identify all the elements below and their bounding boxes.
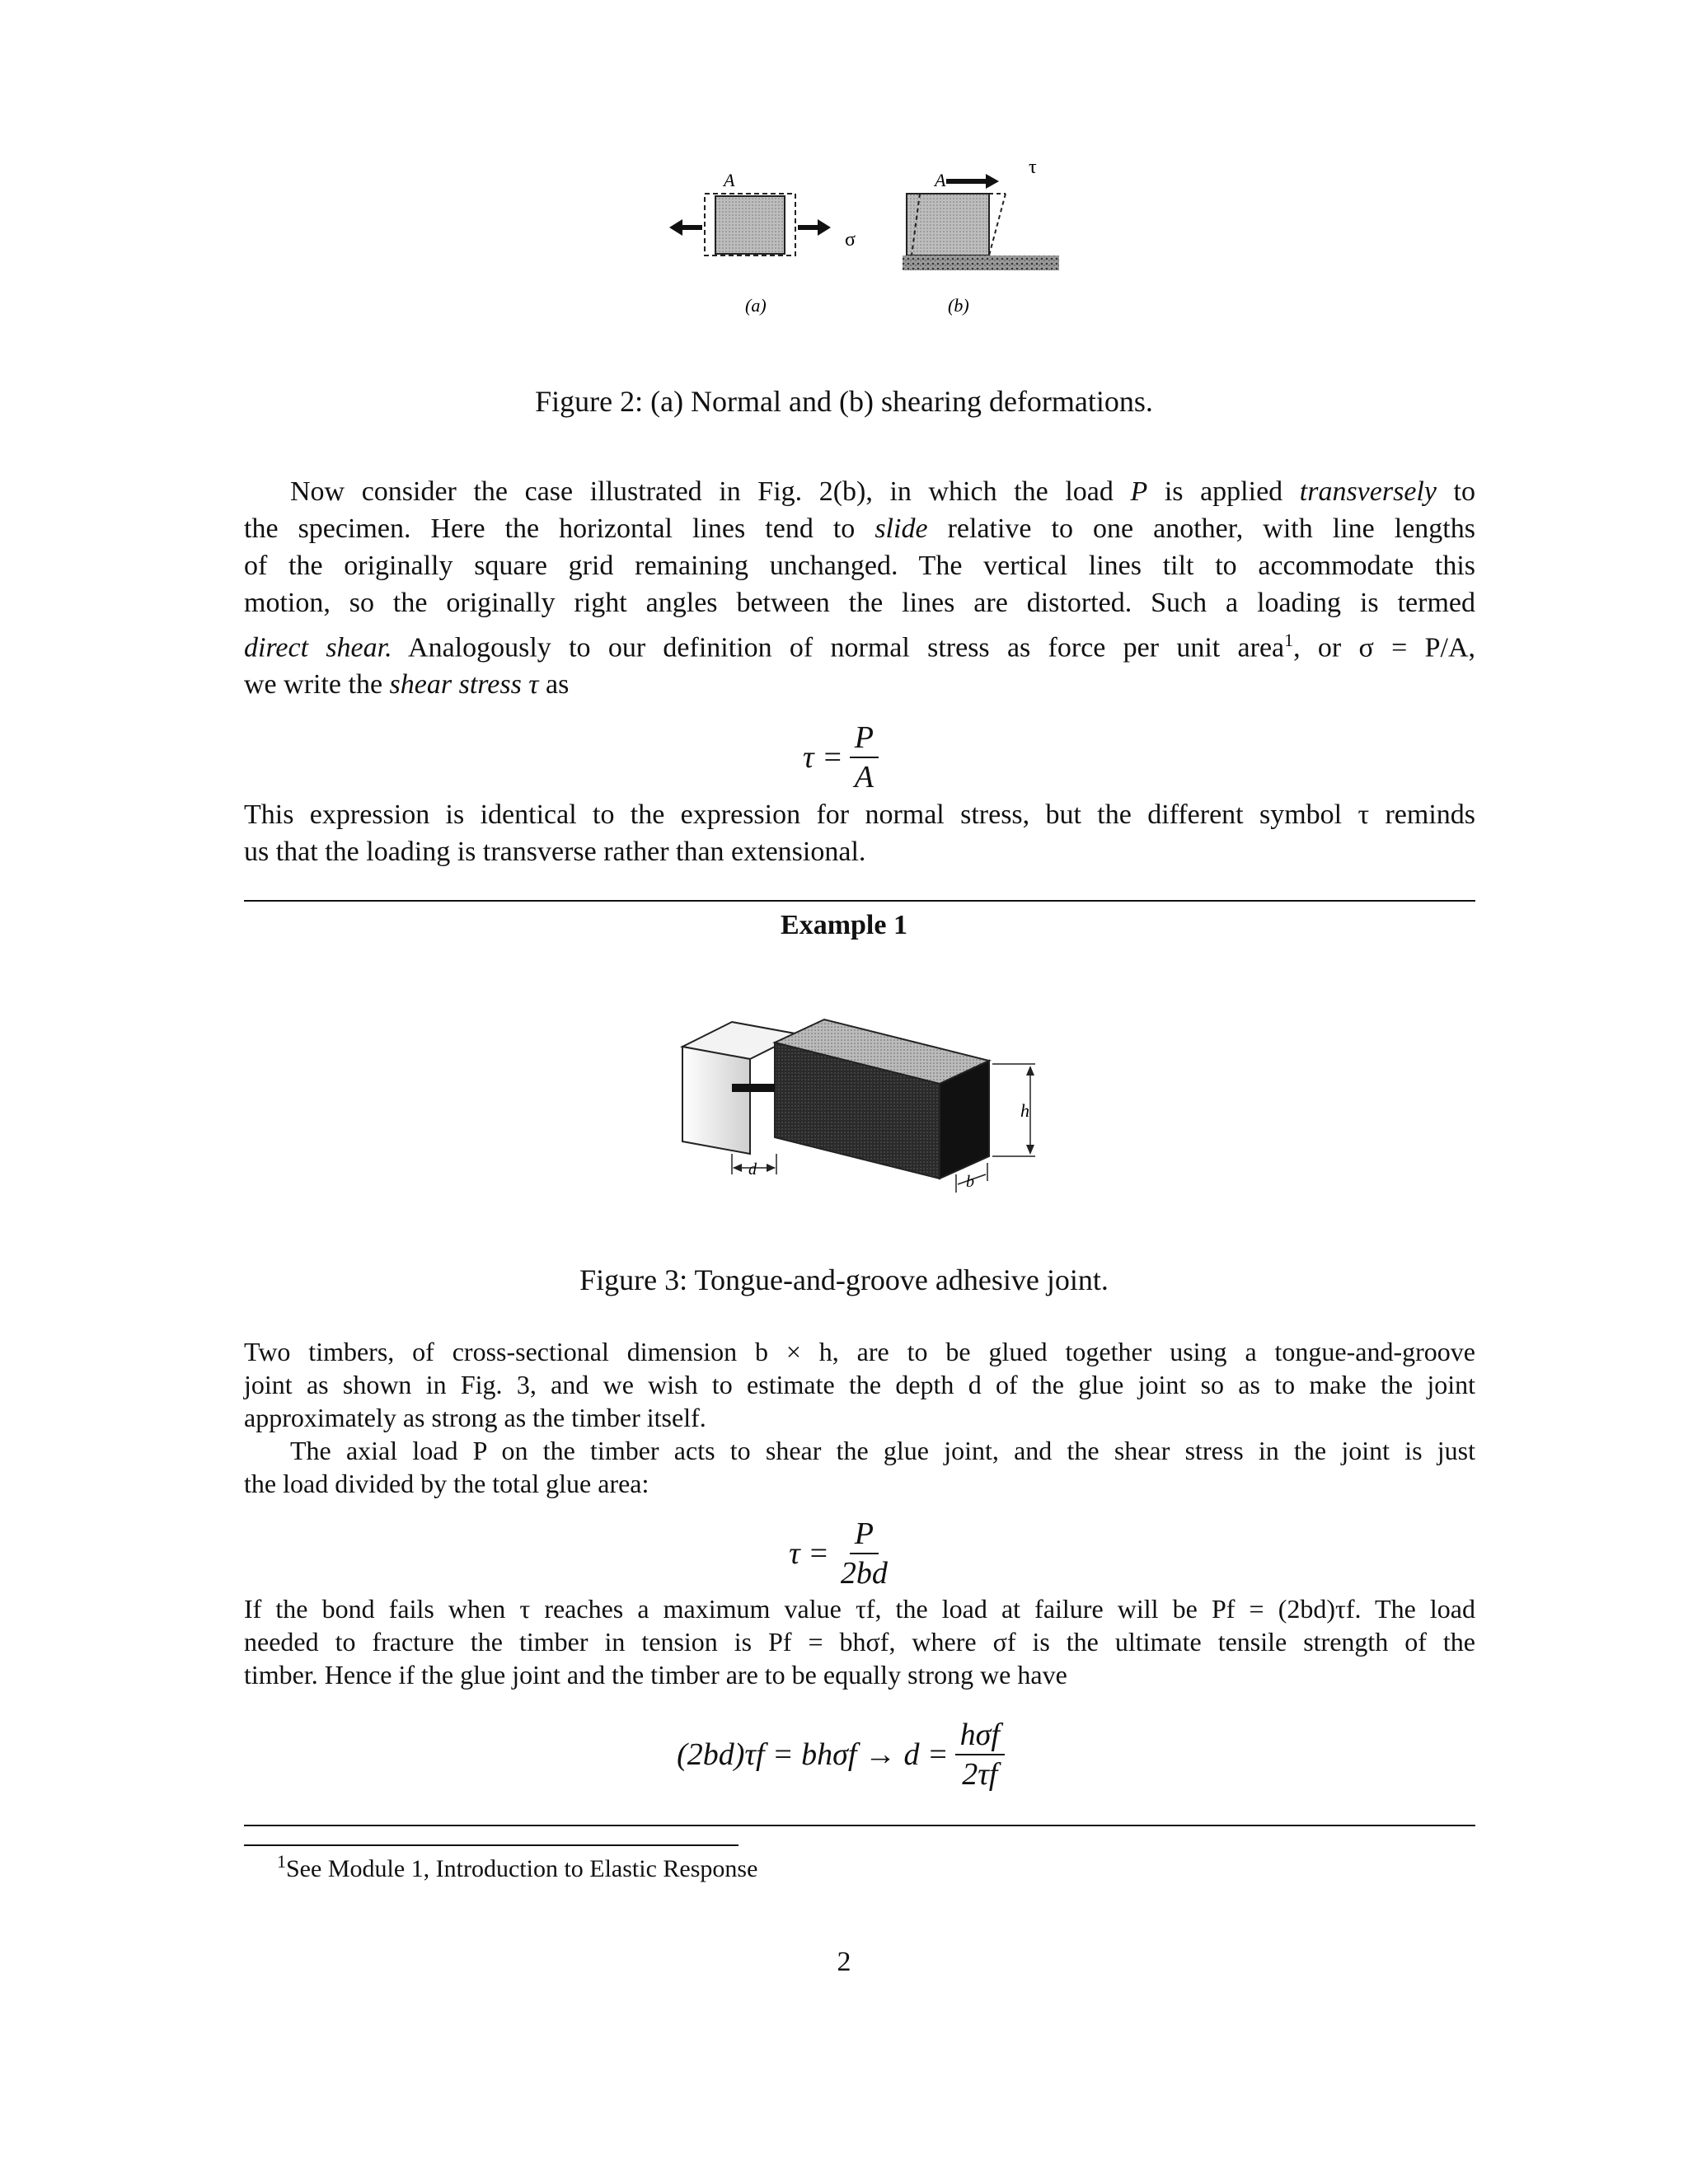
label-tau: τ [1029,157,1037,178]
equation-glue-shear: τ = $\frac{P}{2bd}$ [789,1516,888,1591]
paragraph-direct-shear [244,473,1475,703]
label-h: h [1020,1100,1029,1121]
para4-line-1: If the bond fails when τ reaches a maximum value τf, the load at failure will be Pf = (2bd)τf. The load [244,1594,1476,1624]
para1-line-2: the specimen. Here the horizontal lines tend to slide relative to one another, with line lengths [244,513,1475,544]
para4-line-3: timber. Hence if the glue joint and the timber are to be equally strong we have [244,1660,1067,1690]
equation-shear-stress: τ = $\frac{P}{A}$ [0,719,1688,796]
label-a-area: A [724,170,735,190]
para3-line-3: approximately as strong as the timber itself. [244,1403,706,1432]
para1-line-3: of the originally square grid remaining unchanged. The vertical lines tilt to accommodate this [244,551,1475,581]
sub-label-a: (a) [745,295,767,316]
para1-line-4: motion, so the originally right angles between the lines are distorted. Such a loading is termed [244,588,1475,618]
para3-line-5: the load divided by the total glue area: [244,1469,649,1498]
para2-line-2: us that the loading is transverse rather than extensional. [244,837,866,867]
paragraph-symbol-note [244,796,1475,870]
right-timber [775,1019,989,1179]
para3-line-1: Two timbers, of cross-sectional dimension b × h, are to be glued together using a tongue-and-groove [244,1337,1475,1366]
figure-2-diagram [659,148,1088,330]
para1-line-5: direct shear. Analogously to our definition of normal stress as force per unit area$^1$, or σ = P/A, [244,630,1475,663]
para1-line-1: Now consider the case illustrated in Fig. 2(b), in which the load P is applied transversely to [290,476,1475,507]
figure-3-diagram [676,1010,1055,1199]
tongue [732,1084,775,1092]
label-sigma: σ [845,229,856,251]
figure-2-caption: Figure 2: (a) Normal and (b) shearing deformations. [535,385,1153,418]
example-bottom-rule [244,1825,1475,1826]
sub-label-b: (b) [948,295,969,316]
footnote-mark: 1 [277,1851,286,1872]
equation-depth: (2bd)τf = bhσf → d = $\frac{\text{hσf}}{2\tau f}$ [0,1716,1688,1793]
label-b: b [966,1173,974,1191]
page-number: 2 [837,1947,851,1977]
normal-deformation-block [669,194,831,255]
para3-line-2: joint as shown in Fig. 3, and we wish to estimate the depth d of the glue joint so as to make the joint [244,1370,1475,1399]
para4-line-2: needed to fracture the timber in tension is Pf = bhσf, where σf is the ultimate tensile strength of the [244,1627,1475,1657]
para1-line-6: we write the shear stress τ as [244,669,570,701]
para3-line-4: The axial load P on the timber acts to shear the glue joint, and the shear stress in the joint is just [290,1436,1475,1465]
example-title: Example 1 [781,910,907,940]
para2-line-1: This expression is identical to the expression for normal stress, but the different symbol τ reminds [244,799,1475,830]
footnote-text: See Module 1, Introduction to Elastic Response [286,1855,758,1882]
figure-3-caption: Figure 3: Tongue-and-groove adhesive joint. [579,1263,1109,1296]
footnote [277,1851,757,1883]
footnote-rule [244,1844,738,1846]
label-b-area: A [935,170,946,190]
paragraph-timber-problem [244,1335,1475,1500]
label-d: d [748,1160,757,1179]
paragraph-failure-load [244,1592,1475,1691]
example-top-rule [244,900,1475,902]
shear-deformation-block [903,174,1059,270]
